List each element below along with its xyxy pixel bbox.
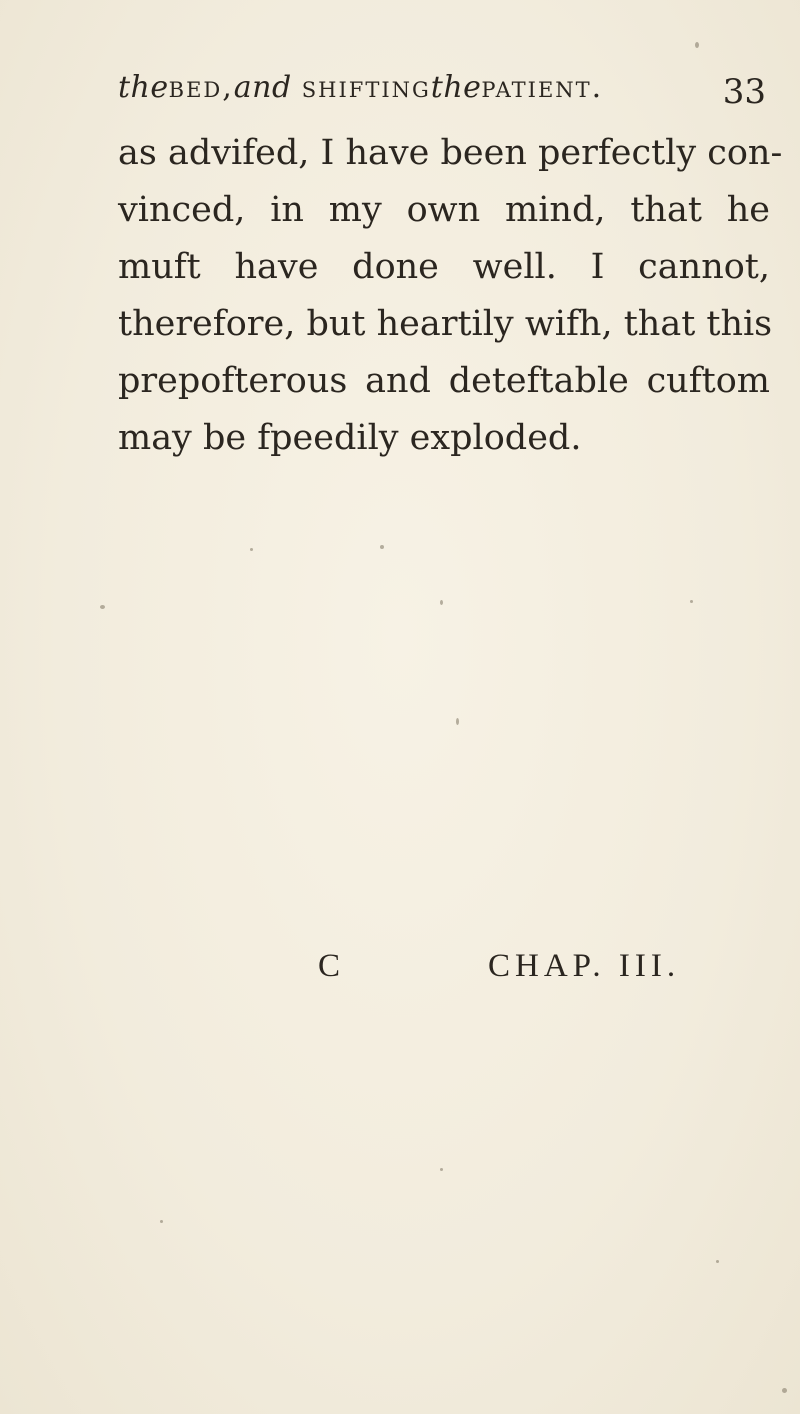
paper-speck xyxy=(782,1388,787,1393)
catchword: CHAP. III. xyxy=(488,948,681,984)
page-number: 33 xyxy=(722,72,766,112)
paper-speck xyxy=(250,548,253,551)
paper-speck xyxy=(456,718,459,725)
paper-speck xyxy=(100,605,105,609)
body-line: prepofterous and deteftable cuftom xyxy=(118,361,770,401)
paper-speck xyxy=(380,545,384,549)
running-head-shifting: shifting xyxy=(301,70,431,105)
paper-speck xyxy=(716,1260,719,1263)
running-head-the-2: the xyxy=(430,70,482,105)
body-paragraph xyxy=(118,125,783,467)
paper-speck xyxy=(690,600,693,603)
paper-speck xyxy=(440,1168,443,1171)
paper-speck xyxy=(160,1220,163,1223)
body-line: may be fpeedily exploded. xyxy=(118,418,582,458)
paper-speck xyxy=(695,42,699,48)
running-head-the: the xyxy=(118,70,169,105)
signature-mark: C xyxy=(318,948,341,984)
running-head-patient: patient. xyxy=(481,70,604,105)
body-line: as advifed, I have been perfectly con- xyxy=(118,133,783,173)
running-head xyxy=(118,70,768,130)
body-line: muft have done well. I cannot, xyxy=(118,247,770,287)
paper-speck xyxy=(440,600,443,605)
body-line: therefore, but heartily wifh, that this xyxy=(118,304,773,344)
running-head-bed: bed, xyxy=(168,70,234,105)
body-line: vinced, in my own mind, that he xyxy=(118,190,770,230)
running-head-and: and xyxy=(233,70,292,105)
